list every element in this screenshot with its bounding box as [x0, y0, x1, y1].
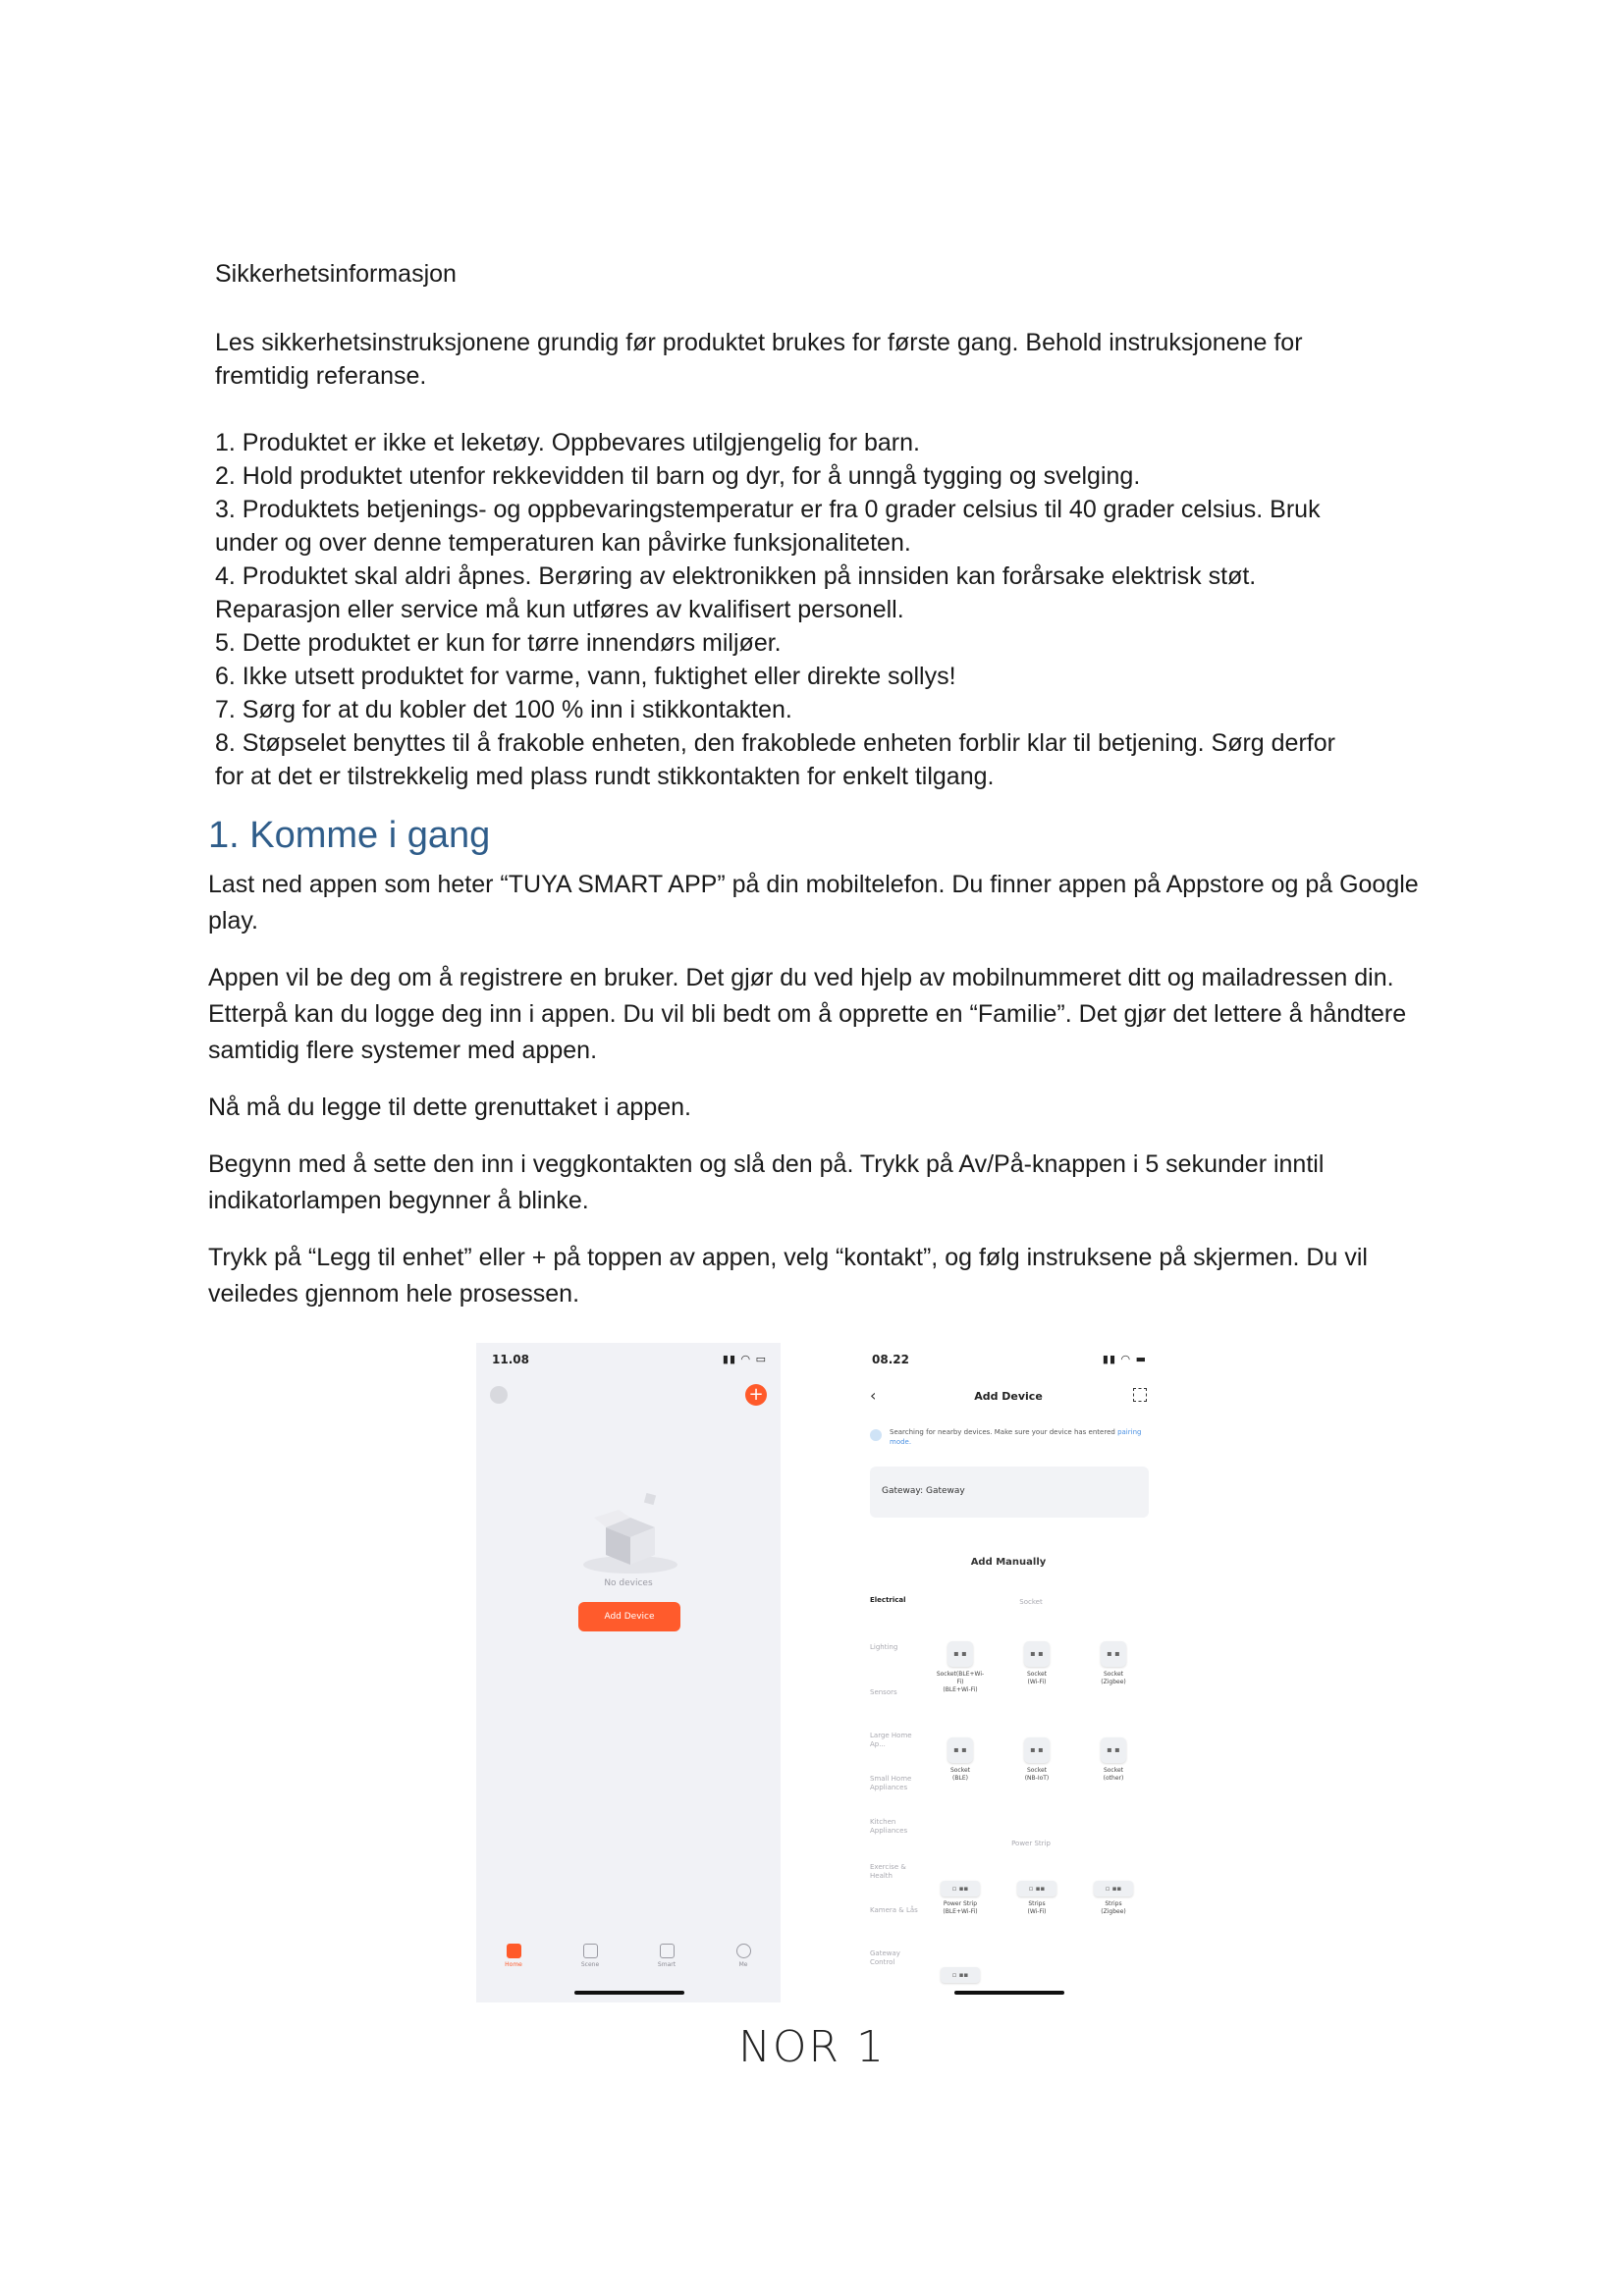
safety-item: 4. Produktet skal aldri åpnes. Berøring av elektronikken på innsiden kan forårsake elektrisk støt. [215, 562, 1257, 590]
power-strip-ble-wifi[interactable] [933, 1881, 988, 1916]
pairing-mode-link[interactable]: pairing mode. [890, 1428, 1142, 1446]
strips-zigbee[interactable] [1086, 1881, 1141, 1916]
socket-other[interactable] [1086, 1737, 1141, 1783]
menu-icon[interactable] [490, 1386, 508, 1404]
device-label: (BLE+Wi-Fi) [943, 1908, 978, 1915]
category-sensors[interactable]: Sensors [870, 1688, 897, 1696]
power-strip-icon: ▫ ▪▪ [941, 1881, 980, 1896]
device-label: (BLE) [952, 1775, 968, 1782]
no-devices-text: No devices [604, 1578, 653, 1588]
tab-label: Scene [580, 1961, 600, 1968]
category-lighting[interactable]: Lighting [870, 1643, 898, 1651]
category-kitchen-appliances[interactable]: Kitchen Appliances [870, 1818, 908, 1835]
strips-wifi[interactable] [1009, 1881, 1064, 1916]
tab-smart[interactable] [637, 1944, 696, 1968]
status-time: 11.08 [492, 1353, 529, 1366]
plug-icon: ▪ ▪ [1101, 1737, 1126, 1763]
group-label-socket: Socket [1019, 1598, 1043, 1606]
plug-icon: ▪ ▪ [947, 1641, 973, 1667]
tab-label: Home [505, 1961, 522, 1968]
gateway-card[interactable] [870, 1467, 1149, 1518]
scene-icon [583, 1944, 598, 1958]
tab-label: Smart [657, 1961, 677, 1968]
power-strip-icon: ▫ ▪▪ [1017, 1881, 1056, 1896]
scan-icon[interactable] [1133, 1388, 1147, 1402]
socket-ble[interactable] [933, 1737, 988, 1783]
device-label: Socket [949, 1767, 971, 1774]
add-icon[interactable]: + [745, 1384, 767, 1406]
device-label: Socket [1103, 1671, 1124, 1678]
paragraph: Last ned appen som heter “TUYA SMART APP” på din mobiltelefon. Du finner appen på Appstore og på Google play. [208, 871, 1419, 934]
device-label: (Zigbee) [1101, 1908, 1126, 1915]
device-label: (BLE+Wi-Fi) [943, 1686, 978, 1693]
empty-box-icon [576, 1488, 684, 1576]
phone-screenshot-home [476, 1343, 781, 2002]
socket-ble-wifi[interactable] [933, 1641, 988, 1694]
socket-zigbee[interactable] [1086, 1641, 1141, 1686]
home-indicator [574, 1991, 684, 1995]
plug-icon: ▪ ▪ [1024, 1737, 1050, 1763]
tab-label: Me [738, 1961, 748, 1968]
plug-icon: ▪ ▪ [1024, 1641, 1050, 1667]
safety-item: 6. Ikke utsett produktet for varme, vann, fuktighet eller direkte sollys! [215, 663, 956, 690]
safety-intro-line: fremtidig referanse. [215, 362, 427, 390]
page-title: Add Device [974, 1390, 1043, 1403]
category-large-home-appliances[interactable]: Large Home Ap... [870, 1732, 912, 1748]
power-strip-icon: ▫ ▪▪ [941, 1967, 980, 1983]
status-icons: ▮▮ ◠ ▭ [722, 1353, 767, 1365]
safety-intro [215, 326, 1393, 393]
tab-scene[interactable] [561, 1944, 620, 1968]
section-body [208, 867, 1426, 1333]
smart-icon [660, 1944, 675, 1958]
device-label: Fi) [956, 1679, 964, 1685]
safety-list [215, 426, 1423, 793]
socket-wifi[interactable] [1009, 1641, 1064, 1686]
add-device-button[interactable]: Add Device [578, 1602, 680, 1631]
safety-item: 1. Produktet er ikke et leketøy. Oppbevares utilgjengelig for barn. [215, 429, 920, 456]
add-manually-title: Add Manually [970, 1557, 1047, 1568]
paragraph: Begynn med å sette den inn i veggkontakten og slå den på. Trykk på Av/På-knappen i 5 sekunder inntil indikatorlampen begynner å blinke. [208, 1150, 1325, 1214]
category-exercise-health[interactable]: Exercise & Health [870, 1863, 906, 1880]
tab-bar [476, 1940, 781, 1983]
device-label: Socket(BLE+Wi- [936, 1671, 985, 1678]
device-label: Socket [1026, 1671, 1048, 1678]
status-time: 08.22 [872, 1353, 909, 1366]
safety-item: 2. Hold produktet utenfor rekkevidden til barn og dyr, for å unngå tygging og svelging. [215, 462, 1141, 490]
paragraph: Trykk på “Legg til enhet” eller + på toppen av appen, velg “kontakt”, og følg instruksene på skjermen. Du vil veiledes gjennom hele prosessen. [208, 1244, 1368, 1308]
safety-item: 7. Sørg for at du kobler det 100 % inn i stikkontakten. [215, 696, 792, 723]
searching-icon [870, 1429, 882, 1441]
home-indicator [954, 1991, 1064, 1995]
power-strip-icon: ▫ ▪▪ [1094, 1881, 1133, 1896]
safety-intro-line: Les sikkerhetsinstruksjonene grundig før produktet brukes for første gang. Behold instruksjonene for [215, 329, 1303, 356]
safety-item: for at det er tilstrekkelig med plass rundt stikkontakten for enkelt tilgang. [215, 763, 995, 790]
category-small-home-appliances[interactable]: Small Home Appliances [870, 1775, 912, 1791]
device-label: Strips [1028, 1900, 1046, 1907]
paragraph: Appen vil be deg om å registrere en bruker. Det gjør du ved hjelp av mobilnummeret ditt og mailadressen din. Etterpå kan du logge deg inn i appen. Du vil bli bedt om å opprette en “Familie”. Det gjør det lettere å håndtere samtidig flere systemer med appen. [208, 964, 1407, 1064]
home-icon [507, 1944, 521, 1958]
paragraph: Nå må du legge til dette grenuttaket i appen. [208, 1094, 691, 1121]
power-strip-partial[interactable] [933, 1967, 988, 1987]
plug-icon: ▪ ▪ [947, 1737, 973, 1763]
device-label: (other) [1103, 1775, 1124, 1782]
profile-icon [736, 1944, 751, 1958]
tab-me[interactable] [714, 1944, 773, 1968]
searching-message: Searching for nearby devices. Make sure your device has entered [890, 1428, 1115, 1436]
category-camera-lock[interactable]: Kamera & Lås [870, 1906, 918, 1914]
device-label: (Wi-Fi) [1027, 1679, 1047, 1685]
group-label-power-strip: Power Strip [1011, 1840, 1051, 1847]
status-icons: ▮▮ ◠ ▬ [1102, 1353, 1147, 1365]
safety-heading: Sikkerhetsinformasjon [215, 260, 457, 288]
back-icon[interactable]: ‹ [870, 1386, 877, 1405]
device-label: Strips [1105, 1900, 1122, 1907]
phone-screenshot-add-device [856, 1343, 1161, 2002]
category-electrical[interactable]: Electrical [870, 1596, 906, 1604]
safety-item: 5. Dette produktet er kun for tørre innendørs miljøer. [215, 629, 782, 657]
device-label: (Zigbee) [1101, 1679, 1126, 1685]
safety-item: 3. Produktets betjenings- og oppbevaringstemperatur er fra 0 grader celsius til 40 grader celsius. Bruk [215, 496, 1321, 523]
section-heading: 1. Komme i gang [208, 815, 491, 856]
category-gateway-control[interactable]: Gateway Control [870, 1949, 900, 1966]
brand-logo: NOR 1 [737, 2022, 887, 2072]
tab-home[interactable] [484, 1944, 543, 1968]
gateway-label: Gateway: Gateway [882, 1486, 965, 1496]
searching-text [890, 1427, 1150, 1447]
safety-item: Reparasjon eller service må kun utføres av kvalifisert personell. [215, 596, 904, 623]
device-label: Power Strip [943, 1900, 978, 1907]
safety-item: under og over denne temperaturen kan påvirke funksjonaliteten. [215, 529, 911, 557]
device-label: Socket [1026, 1767, 1048, 1774]
safety-item: 8. Støpselet benyttes til å frakoble enheten, den frakoblede enheten forblir klar til betjening. Sørg derfor [215, 729, 1335, 757]
device-label: (NB-IoT) [1024, 1775, 1050, 1782]
socket-nb-iot[interactable] [1009, 1737, 1064, 1783]
device-label: Socket [1103, 1767, 1124, 1774]
plug-icon: ▪ ▪ [1101, 1641, 1126, 1667]
device-label: (Wi-Fi) [1027, 1908, 1047, 1915]
